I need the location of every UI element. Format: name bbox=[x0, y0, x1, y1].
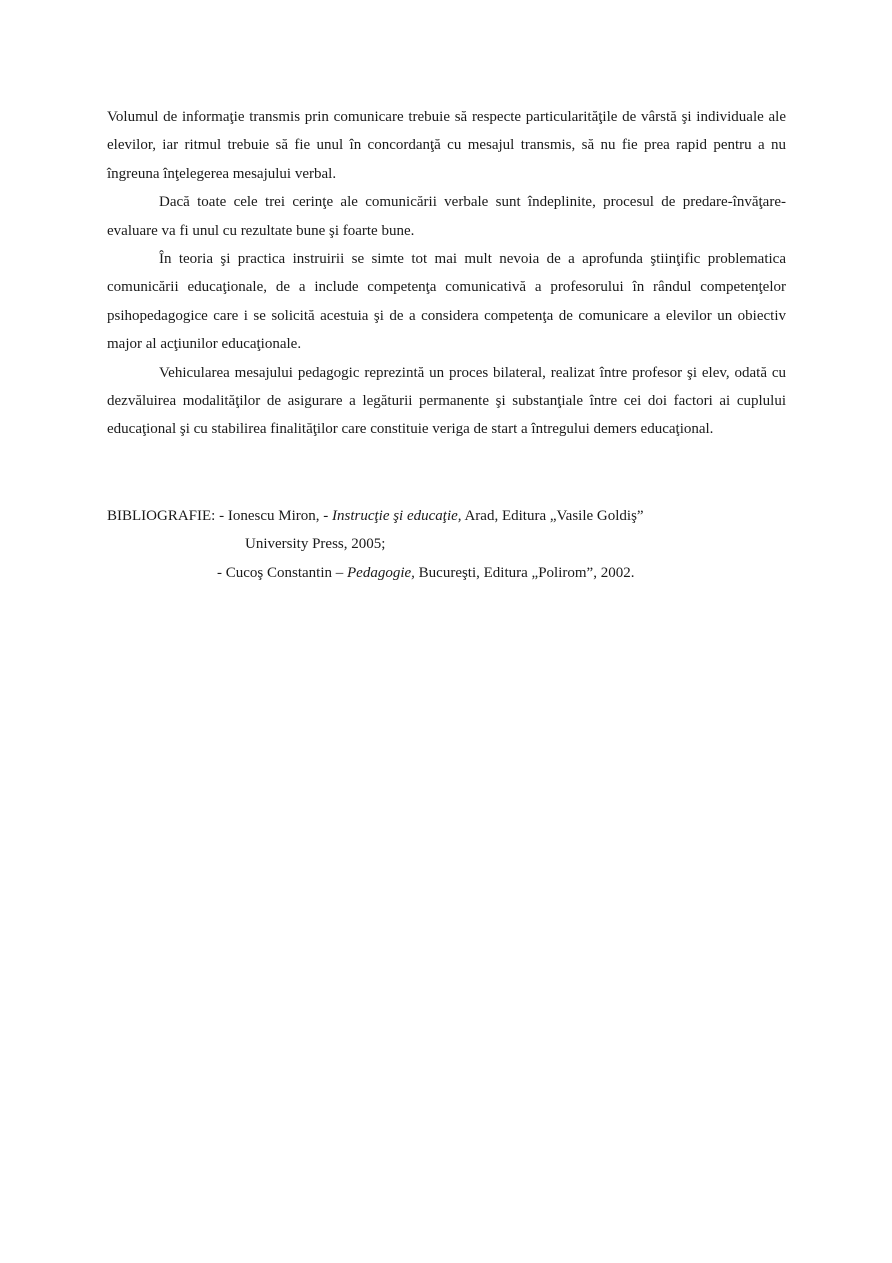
paragraph-4: Vehicularea mesajului pedagogic reprezintă un proces bilateral, realizat între profesor şi elev, odată cu dezvăluirea modalităţilor de asigurare a legăturii permanente şi substanţiale între cei doi factori ai cuplului educaţional şi cu stabilirea finalităţilor care constituie veriga de start a întregului demers educaţional. bbox=[107, 364, 786, 438]
bibliography-entry-2 bbox=[107, 559, 786, 587]
bibliography-entry-1 bbox=[107, 502, 786, 530]
entry-2-prefix: - Cucoş Constantin – bbox=[217, 564, 347, 581]
bibliography-label: BIBLIOGRAFIE: bbox=[107, 508, 216, 524]
entry-1-title: Instrucţie şi educaţie, bbox=[331, 508, 462, 524]
entry-1-rest: Arad, Editura „Vasile Goldiş” bbox=[461, 508, 644, 524]
bibliography-entry-1-continuation bbox=[107, 530, 786, 558]
body-text bbox=[107, 103, 786, 444]
entry-1-prefix: - Ionescu Miron, - bbox=[219, 508, 332, 524]
paragraph-3: În teoria şi practica instruirii se simte tot mai mult nevoia de a aprofunda ştiinţific problematica comunicării educaţionale, de a include competenţa comunicativă a profesorului în rândul competenţelor psihopedagogice care i se solicită acestuia şi de a considera competenţa de comunicare a elevilor un obiectiv major al acţiunilor educaţionale. bbox=[107, 251, 786, 353]
entry-1-continuation: University Press, 2005; bbox=[245, 536, 386, 553]
entry-2-title: Pedagogie, bbox=[347, 564, 415, 581]
paragraph-1: Volumul de informaţie transmis prin comunicare trebuie să respecte particularităţile de vârstă şi individuale ale elevilor, iar ritmul trebuie să fie unul în concordanţă cu mesajul transmis, să nu fie prea rapid pentru a nu îngreuna înţelegerea mesajului verbal. bbox=[107, 109, 786, 182]
bibliography bbox=[107, 502, 786, 587]
paragraph-2: Dacă toate cele trei cerinţe ale comunicării verbale sunt îndeplinite, procesul de predare-învăţare-evaluare va fi unul cu rezultate bune şi foarte bune. bbox=[107, 194, 786, 239]
entry-2-rest: Bucureşti, Editura „Polirom”, 2002. bbox=[414, 564, 635, 581]
